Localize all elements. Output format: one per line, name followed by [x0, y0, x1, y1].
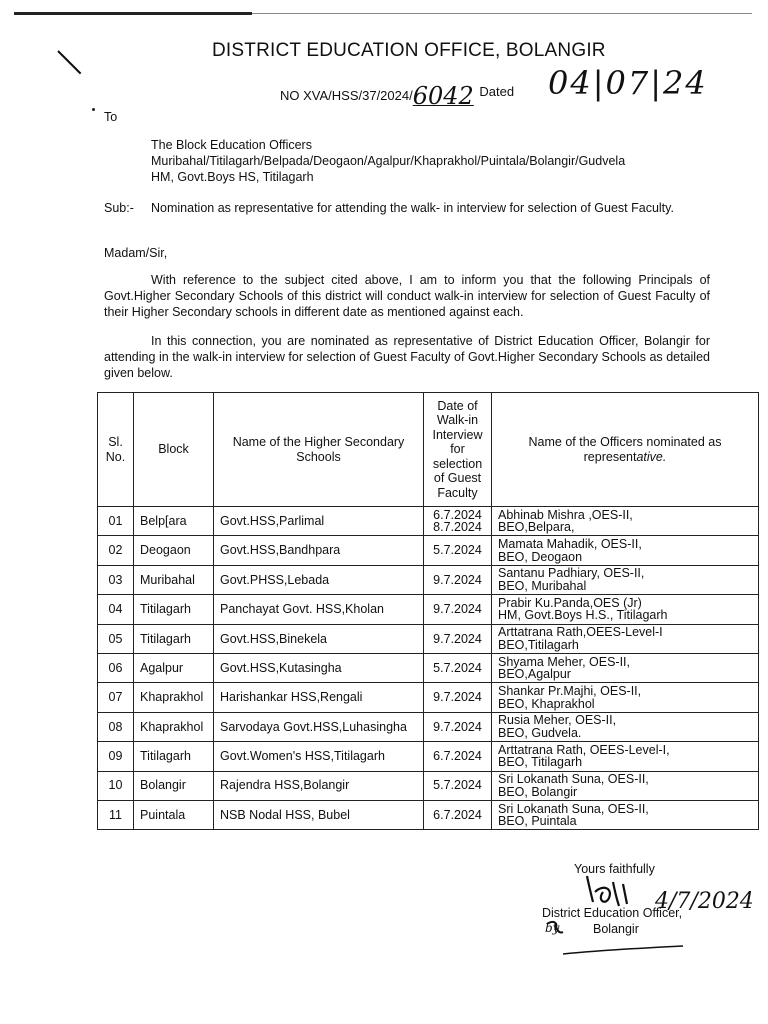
cell-officer-name	[492, 565, 759, 594]
cell-sl-no-line: 02	[108, 543, 123, 558]
cell-officer-name-line: BEO, Titilagarh	[498, 755, 583, 770]
cell-sl-no	[98, 565, 134, 594]
cell-block	[134, 771, 214, 800]
table-row	[98, 653, 759, 682]
cell-officer-name	[492, 653, 759, 682]
cell-school-name-line: Rajendra HSS,Bolangir	[220, 778, 350, 793]
cell-school-name	[214, 683, 424, 712]
cell-sl-no	[98, 742, 134, 771]
cell-school-name-line: Govt.HSS,Binekela	[220, 631, 327, 646]
cell-officer-name	[492, 712, 759, 741]
cell-sl-no	[98, 507, 134, 536]
cell-school-name-line: Govt.HSS,Kutasingha	[220, 660, 342, 675]
cell-school-name-line: Harishankar HSS,Rengali	[220, 690, 363, 705]
cell-sl-no-line: 08	[108, 719, 123, 734]
header-officer-italic: ative.	[636, 449, 667, 464]
cell-officer-name-line: BEO, Deogaon	[498, 549, 583, 564]
cell-block	[134, 800, 214, 829]
cell-sl-no-line: 04	[108, 602, 123, 617]
nomination-table	[97, 392, 759, 830]
cell-block	[134, 595, 214, 624]
cell-officer-name-line: BEO, Khaprakhol	[498, 696, 595, 711]
table-row	[98, 683, 759, 712]
cell-officer-name-line: Arttatrana Rath,OEES-Level-I	[498, 625, 663, 640]
cell-sl-no-line: 11	[109, 807, 122, 822]
cell-school-name-line: Govt.HSS,Parlimal	[220, 513, 325, 528]
cell-block	[134, 507, 214, 536]
cell-interview-date	[424, 712, 492, 741]
reference-line	[280, 78, 515, 110]
cell-block-line: Bolangir	[140, 778, 186, 793]
cell-officer-name	[492, 771, 759, 800]
cell-interview-date-line: 5.7.2024	[433, 660, 482, 675]
cell-block	[134, 683, 214, 712]
subject-text: Nomination as representative for attending the walk- in interview for selection of Guest Faculty.	[151, 201, 674, 215]
signature-date: 4/7/2024	[655, 889, 754, 914]
to-label: To	[104, 110, 118, 124]
cell-officer-name	[492, 683, 759, 712]
table-row	[98, 800, 759, 829]
cell-sl-no	[98, 712, 134, 741]
cell-officer-name	[492, 595, 759, 624]
addressee-block	[151, 137, 625, 185]
cell-block	[134, 712, 214, 741]
cell-school-name-line: Panchayat Govt. HSS,Kholan	[220, 602, 384, 617]
cell-officer-name-line: Sri Lokanath Suna, OES-II,	[498, 801, 649, 816]
pen-stroke-mark	[57, 50, 81, 74]
header-school-name: Name of the Higher Secondary Schools	[214, 393, 424, 507]
cell-interview-date	[424, 800, 492, 829]
cell-sl-no-line: 10	[108, 778, 123, 793]
cell-interview-date-line: 9.7.2024	[433, 602, 482, 617]
signature-prefix: by	[545, 921, 560, 935]
cell-interview-date-line: 5.7.2024	[433, 778, 482, 793]
closing-text: Yours faithfully	[574, 862, 655, 876]
cell-interview-date-line: 8.7.2024	[433, 520, 482, 535]
table-row	[98, 624, 759, 653]
cell-block	[134, 742, 214, 771]
table-row	[98, 507, 759, 536]
cell-school-name	[214, 742, 424, 771]
cell-interview-date	[424, 653, 492, 682]
cell-school-name-line: Sarvodaya Govt.HSS,Luhasingha	[220, 719, 407, 734]
cell-school-name	[214, 565, 424, 594]
cell-school-name	[214, 653, 424, 682]
cell-sl-no	[98, 624, 134, 653]
cell-officer-name-line: BEO,Titilagarh	[498, 637, 579, 652]
cell-interview-date	[424, 507, 492, 536]
cell-officer-name-line: Prabir Ku.Panda,OES (Jr)	[498, 595, 642, 610]
cell-school-name	[214, 800, 424, 829]
signatory-designation: District Education Officer,	[542, 906, 683, 920]
top-border-line-thin	[252, 13, 752, 14]
cell-interview-date	[424, 624, 492, 653]
cell-sl-no-line: 06	[108, 660, 123, 675]
cell-officer-name	[492, 624, 759, 653]
table-row	[98, 595, 759, 624]
cell-officer-name-line: Santanu Padhiary, OES-II,	[498, 566, 645, 581]
cell-officer-name-line: Arttatrana Rath, OEES-Level-I,	[498, 742, 670, 757]
header-interview-date: Date of Walk-in Interview for selection of Guest Faculty	[424, 393, 492, 507]
cell-interview-date	[424, 595, 492, 624]
cell-officer-name-line: HM, Govt.Boys H.S., Titilagarh	[498, 608, 668, 623]
cell-sl-no	[98, 800, 134, 829]
cell-school-name	[214, 507, 424, 536]
cell-officer-name-line: Abhinab Mishra ,OES-II,	[498, 507, 633, 522]
cell-officer-name-line: BEO,Agalpur	[498, 667, 571, 682]
cell-block-line: Khaprakhol	[140, 719, 204, 734]
cell-officer-name-line: BEO, Bolangir	[498, 784, 578, 799]
cell-block	[134, 653, 214, 682]
cell-school-name	[214, 595, 424, 624]
cell-sl-no-line: 07	[108, 690, 123, 705]
cell-officer-name-line: Sri Lokanath Suna, OES-II,	[498, 772, 649, 787]
cell-school-name	[214, 536, 424, 565]
header-officer-text: Name of the Officers nominated as represent	[528, 435, 722, 464]
header-officer-name	[492, 393, 759, 507]
cell-school-name	[214, 624, 424, 653]
cell-block-line: Muribahal	[140, 572, 195, 587]
cell-school-name	[214, 712, 424, 741]
cell-sl-no	[98, 595, 134, 624]
cell-interview-date-line: 6.7.2024	[433, 749, 482, 764]
cell-interview-date-line: 9.7.2024	[433, 631, 482, 646]
cell-interview-date-line: 6.7.2024	[433, 507, 482, 522]
cell-interview-date	[424, 536, 492, 565]
cell-school-name-line: NSB Nodal HSS, Bubel	[220, 807, 350, 822]
cell-officer-name-line: Mamata Mahadik, OES-II,	[498, 537, 642, 552]
cell-sl-no	[98, 771, 134, 800]
cell-block-line: Titilagarh	[140, 631, 191, 646]
cell-officer-name-line: Shankar Pr.Majhi, OES-II,	[498, 684, 642, 699]
signatory-district: Bolangir	[593, 922, 639, 936]
cell-school-name-line: Govt.HSS,Bandhpara	[220, 543, 341, 558]
addressee-line: HM, Govt.Boys HS, Titilagarh	[151, 170, 314, 184]
addressee-line: Muribahal/Titilagarh/Belpada/Deogaon/Agalpur/Khaprakhol/Puintala/Bolangir/Gudvela	[151, 154, 626, 168]
cell-officer-name-line: BEO, Muribahal	[498, 578, 587, 593]
body-paragraph-1: With reference to the subject cited above, I am to inform you that the following Principals of Govt.Higher Secondary Schools of this district will conduct walk-in interview for selection of Guest Faculty of their Higher Secondary schools in different date as mentioned against each.	[104, 273, 710, 319]
cell-officer-name-line: BEO, Gudvela.	[498, 725, 582, 740]
cell-sl-no-line: 05	[108, 631, 123, 646]
cell-block-line: Puintala	[140, 807, 186, 822]
cell-block-line: Titilagarh	[140, 749, 191, 764]
salutation: Madam/Sir,	[104, 246, 168, 260]
subject-line	[104, 201, 674, 215]
cell-sl-no-line: 09	[108, 749, 123, 764]
handwritten-letter-number: 6042	[412, 82, 474, 110]
table-body	[98, 507, 759, 830]
cell-officer-name-line: Rusia Meher, OES-II,	[498, 713, 617, 728]
cell-block-line: Khaprakhol	[140, 690, 204, 705]
cell-interview-date-line: 9.7.2024	[433, 690, 482, 705]
cell-block-line: Agalpur	[140, 660, 184, 675]
cell-interview-date	[424, 683, 492, 712]
header-sl-no: Sl. No.	[98, 393, 134, 507]
subject-label: Sub:-	[104, 201, 134, 215]
cell-interview-date	[424, 742, 492, 771]
cell-school-name	[214, 771, 424, 800]
cell-interview-date	[424, 565, 492, 594]
cell-officer-name	[492, 800, 759, 829]
dot-mark	[92, 108, 95, 111]
addressee-line: The Block Education Officers	[151, 138, 312, 152]
cell-sl-no-line: 03	[108, 572, 123, 587]
header-block: Block	[134, 393, 214, 507]
cell-sl-no	[98, 683, 134, 712]
cell-block-line: Deogaon	[140, 543, 191, 558]
table-row	[98, 742, 759, 771]
table-row	[98, 712, 759, 741]
table-row	[98, 565, 759, 594]
cell-school-name-line: Govt.PHSS,Lebada	[220, 572, 330, 587]
cell-interview-date-line: 9.7.2024	[433, 719, 482, 734]
top-border-line	[14, 12, 252, 15]
office-title: DISTRICT EDUCATION OFFICE, BOLANGIR	[212, 40, 606, 61]
cell-interview-date-line: 6.7.2024	[433, 807, 482, 822]
cell-block-line: Titilagarh	[140, 602, 191, 617]
cell-officer-name	[492, 742, 759, 771]
cell-officer-name	[492, 507, 759, 536]
cell-interview-date-line: 5.7.2024	[433, 543, 482, 558]
cell-block	[134, 536, 214, 565]
cell-block	[134, 624, 214, 653]
cell-interview-date	[424, 771, 492, 800]
cell-block	[134, 565, 214, 594]
table-row	[98, 536, 759, 565]
cell-officer-name-line: Shyama Meher, OES-II,	[498, 654, 630, 669]
table-row	[98, 771, 759, 800]
cell-officer-name-line: BEO,Belpara,	[498, 520, 575, 535]
body-paragraph-2: In this connection, you are nominated as representative of District Education Officer, Bolangir for attending in the walk-in interview for selection of Guest Faculty of Govt.Higher Secondary Schools as detailed given below.	[104, 334, 710, 380]
cell-officer-name	[492, 536, 759, 565]
cell-sl-no	[98, 653, 134, 682]
cell-interview-date-line: 9.7.2024	[433, 572, 482, 587]
cell-sl-no-line: 01	[108, 513, 123, 528]
cell-sl-no	[98, 536, 134, 565]
dated-label: Dated	[479, 84, 515, 99]
cell-block-line: Belp[ara	[140, 513, 187, 528]
cell-officer-name-line: BEO, Puintala	[498, 814, 577, 829]
cell-school-name-line: Govt.Women's HSS,Titilagarh	[220, 749, 385, 764]
handwritten-date: 04|07|24	[548, 64, 708, 102]
table-header-row	[98, 393, 759, 507]
reference-prefix: NO XVA/HSS/37/2024/	[280, 88, 413, 103]
